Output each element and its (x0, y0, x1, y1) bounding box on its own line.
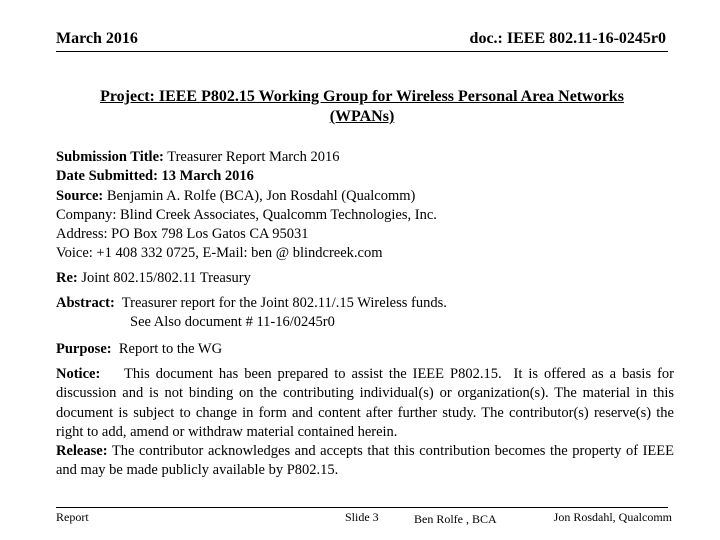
re-line (56, 269, 681, 288)
project-title-line1: Project: IEEE P802.15 Working Group for Wireless Personal Area Networks (100, 88, 624, 105)
submission-title-line (56, 148, 681, 167)
footer-divider (56, 507, 668, 508)
release-label: Release: (56, 443, 108, 460)
abstract-see-also: See Also document # 11-16/0245r0 (130, 314, 335, 331)
source-label: Source: (56, 187, 104, 204)
project-title-line2: (WPANs) (329, 108, 395, 125)
purpose-line (56, 340, 681, 359)
re-value: Joint 802.15/802.11 Treasury (77, 270, 251, 286)
abstract-line (56, 294, 681, 313)
header-date: March 2016 (56, 30, 138, 47)
footer-presenter: Ben Rolfe , BCA (414, 512, 497, 526)
address-line: Address: PO Box 798 Los Gatos CA 95031 (56, 226, 309, 243)
source-line (56, 187, 681, 206)
notice-paragraph (56, 365, 678, 442)
purpose-label: Purpose: (56, 341, 112, 357)
notice-label: Notice: (56, 366, 101, 382)
release-text: The contributor acknowledges and accepts that this contribution becomes the property of IEEE and may be made publicly available by P802.15. (56, 443, 674, 479)
purpose-value: Report to the WG (111, 341, 223, 357)
submission-title-value: Treasurer Report March 2016 (163, 149, 340, 165)
abstract-block (56, 294, 681, 333)
footer-left: Report (56, 510, 89, 524)
notice-release-block (56, 365, 678, 481)
footer-right: Jon Rosdahl, Qualcomm (553, 510, 672, 524)
re-label: Re: (56, 270, 78, 286)
header-doc-id: doc.: IEEE 802.11-16-0245r0 (469, 30, 666, 47)
notice-text: This document has been prepared to assist the IEEE P802.15. It is offered as a basis for discussion and is not binding on the contributing individual(s) or organization(s). The material in this document is subject to change in form and content after further study. The contributor(s) reserve(s) the right to add, amend or withdraw material contained herein. (56, 366, 678, 440)
source-value: Benjamin A. Rolfe (BCA), Jon Rosdahl (Qualcomm) (103, 187, 416, 204)
abstract-value: Treasurer report for the Joint 802.11/.15 Wireless funds. (114, 295, 447, 311)
abstract-label: Abstract: (56, 295, 115, 311)
header-divider (56, 51, 668, 52)
company-line: Company: Blind Creek Associates, Qualcomm Technologies, Inc. (56, 206, 437, 223)
release-paragraph (56, 442, 674, 481)
footer-slide-number: Slide 3 (345, 510, 379, 524)
submission-title-label: Submission Title: (56, 149, 164, 165)
voice-email-line: Voice: +1 408 332 0725, E-Mail: ben @ blindcreek.com (56, 245, 383, 262)
project-title (56, 87, 668, 127)
date-submitted: Date Submitted: 13 March 2016 (56, 168, 254, 185)
submission-block (56, 148, 681, 264)
